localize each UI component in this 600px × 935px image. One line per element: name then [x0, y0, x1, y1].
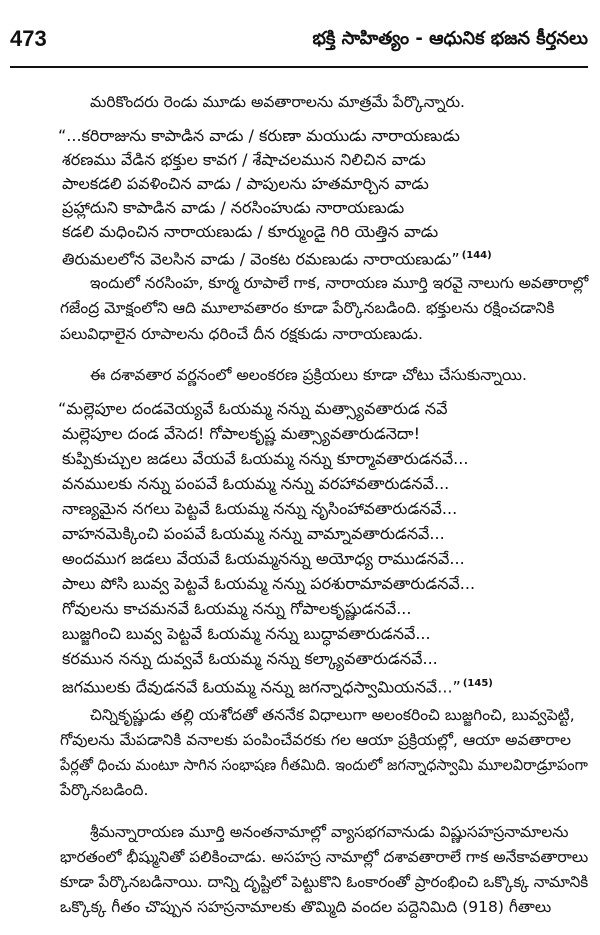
text-line: గజేంద్ర మోక్షంలోని ఆది మూలావతారం కూడా పేర్కొనబడింది. భక్తులను రక్షించడానికి	[60, 299, 555, 317]
verse-line: వనములకు నన్ను పంపవే ఓయమ్మ నన్ను వరహావతారుడనవే...	[62, 474, 450, 493]
verse-line: “...కరిరాజును కాపాడిన వాడు / కరుణా మయుడు నారాయణుడు	[58, 126, 460, 145]
verse-line: కడలి మధించిన నారాయణుడు / కూర్ముండై గిరి యెత్తిన వాడు	[62, 222, 439, 241]
header-rule	[10, 66, 588, 68]
page-header	[10, 26, 588, 66]
text-line: ఇందులో నరసింహ, కూర్మ రూపాలే గాక, నారాయణ మూర్తి ఇరవై నాలుగు అవతారాల్లో	[90, 274, 589, 292]
paragraph-dasavatara: ఈ దశావతార వర్ణనంలో అలంకరణ ప్రక్రియలు కూడా చోటు చేసుకున్నాయి.	[90, 366, 527, 384]
verse-line: పాలు పోసి బువ్వ పెట్టవే ఓయమ్మ నన్ను పరశురామావతారుడనవే...	[62, 574, 476, 593]
text-line: కూడా పేర్కొనబడినాయి. దాన్ని దృష్టిలో పెట్టుకొని ఓంకారంతో ప్రారంభించి ఒక్కొక్క నామానికి	[60, 873, 589, 891]
text-line: ఒక్కొక్క గీతం చొప్పున సహస్రనామాలకు తొమ్మిది వందల పద్దెనిమిది (918) గీతాలు	[60, 898, 552, 916]
text-line: చిన్నికృష్ణుడు తల్లి యశోదతో తననేక విధాలుగా అలంకరించి బుజ్జగించి, బువ్వపెట్టి,	[90, 706, 575, 724]
verse-line: కుప్పికుచ్చుల జడలు వేయవే ఓయమ్మ నన్ను కూర్మావతారుడనవే...	[62, 449, 469, 468]
verse-line: పాలకడలి పవళించిన వాడు / పాపులను హతమార్చిన వాడు	[62, 174, 429, 193]
verse-line: మల్లెపూల దండ వేసెద! గోపాలకృష్ణ మత్స్యావతారుడనెదా!	[62, 424, 420, 443]
verse-line: వాహనమెక్కించి పంపవే ఓయమ్మ నన్ను వామ్నావతారుడనవే...	[62, 524, 445, 543]
verse-line: తిరుమలలోన వెలసిన వాడు / వెంకట రమణుడు నారాయణుడు” $^{(144)}$	[62, 249, 492, 269]
verse-line: అందముగ జడలు వేయవే ఓయమ్మనన్ను అయోధ్య రాముడనవే...	[62, 549, 465, 568]
running-title: భక్తి సాహిత్యం - ఆధునిక భజన కీర్తనలు	[312, 28, 588, 49]
footnote-ref: (144)	[461, 250, 492, 261]
paragraph-intro: మరికొందరు రెండు మూడు అవతారాలను మాత్రమే పేర్కొన్నారు.	[90, 93, 465, 111]
verse-line: బుజ్జగించి బువ్వ పెట్టవే ఓయమ్మ నన్ను బుద్ధావతారుడనవే...	[62, 624, 431, 643]
text-line: పేర్కొనబడింది.	[60, 781, 149, 799]
footnote-ref: (145)	[462, 678, 493, 689]
text-line: శ్రీమన్నారాయణ మూర్తి అనంతనామాల్లో వ్యాసభగవానుడు విష్ణుసహస్రనామాలను	[90, 823, 569, 841]
verse-line: జగములకు దేవుడనవే ఓయమ్మ నన్ను జగన్నాధస్వామియనవే...” $^{(145)}$	[62, 677, 493, 697]
text-line: పేర్లతో ధించు మంటూ సాగిన సంభాషణ గీతమిది. ఇందులో జగన్నాధస్వామి మూలవిరాడ్రూపంగా	[60, 756, 588, 774]
verse-line: శరణము వేడిన భక్తుల కావగ / శేషాచలమున నిలిచిన వాడు	[62, 150, 426, 169]
text-line: గోవులను మేపడానికి వనాలకు పంపించేవరకు గల ఆయా ప్రక్రియల్లో, ఆయా అవతారాల	[60, 731, 571, 749]
text-line: భారతంలో భీష్మునితో పలికించాడు. అసహస్ర నామాల్లో దశావతారాలే గాక అనేకావతారాలు	[60, 848, 589, 866]
verse-line: “మల్లెపూల దండవెయ్యవే ఓయమ్మ నన్ను మత్స్యావతారుడ నవే	[58, 399, 448, 418]
page-number: 473	[10, 26, 47, 51]
verse-line: కరమున నన్ను దువ్వవే ఓయమ్మ నన్ను కల్క్యావతారుడనవే...	[62, 649, 438, 668]
text-line: పలువిధాలైన రూపాలను ధరించే దీన రక్షకుడు నారాయణుడు.	[60, 325, 423, 343]
verse-line: ప్రహ్లాదుని కాపాడిన వాడు / నరసింహుడు నారాయణుడు	[62, 198, 405, 217]
verse-line: గోవులను కాచమనవే ఓయమ్మ నన్ను గోపాలకృష్ణుడనవే...	[62, 599, 412, 618]
verse-line: నాణ్యమైన నగలు పెట్టవే ఓయమ్మ నన్ను నృసింహావతారుడనవే...	[62, 499, 458, 518]
